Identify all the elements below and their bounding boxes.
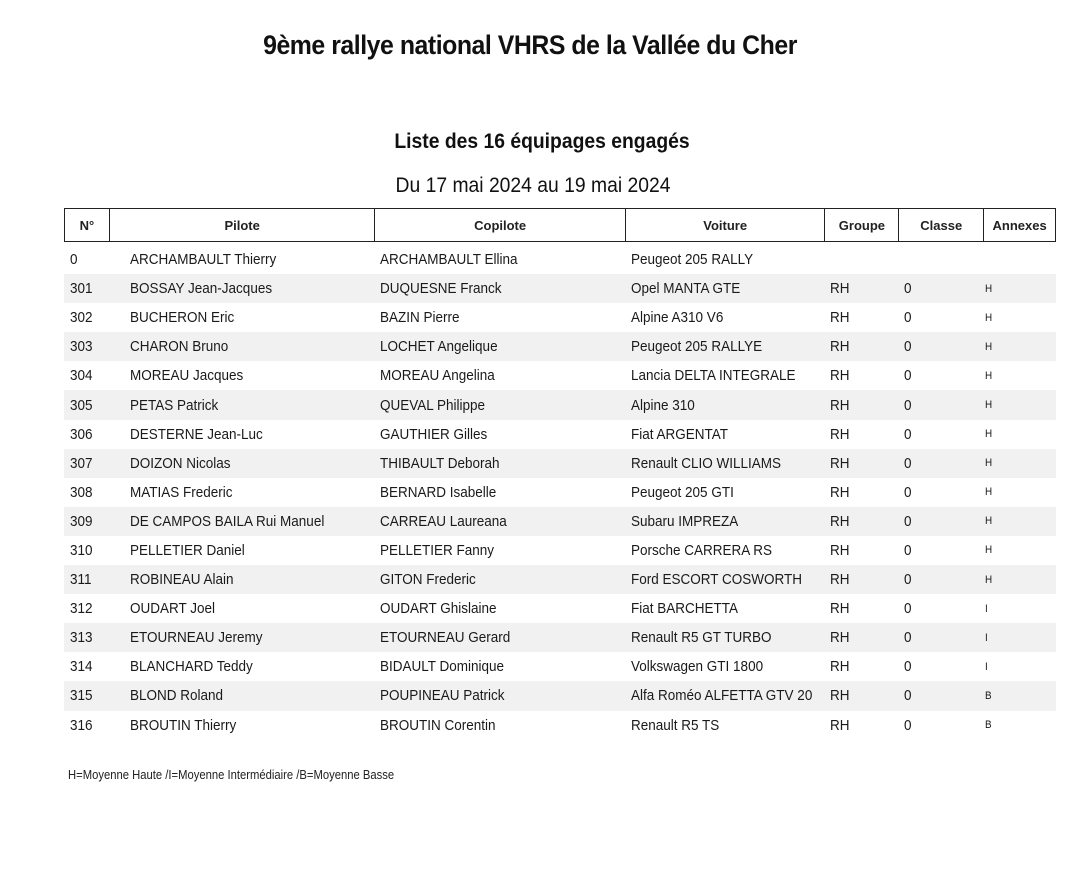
row-groupe-text: RH: [830, 425, 850, 443]
row-pilote: [109, 717, 359, 734]
header-voiture: Voiture: [626, 209, 826, 241]
row-groupe: [810, 280, 884, 297]
row-classe: [884, 280, 969, 297]
row-classe-text: 0: [904, 716, 912, 734]
row-voiture: [610, 600, 810, 617]
row-groupe: [810, 513, 884, 530]
row-groupe: [810, 542, 884, 559]
row-classe: [884, 251, 969, 268]
row-pilote-text: DE CAMPOS BAILA Rui Manuel: [130, 512, 325, 530]
row-groupe: [810, 629, 884, 646]
row-groupe: [810, 484, 884, 501]
row-voiture: [610, 484, 810, 501]
row-classe: [884, 484, 969, 501]
row-groupe: [810, 338, 884, 355]
header-classe: Classe: [899, 209, 984, 241]
row-pilote: [109, 367, 359, 384]
row-copilote: [359, 717, 610, 734]
row-copilote-text: BIDAULT Dominique: [380, 658, 505, 676]
row-copilote: [359, 251, 610, 268]
row-number: [64, 571, 109, 588]
row-annexes-text: H: [985, 544, 993, 557]
row-voiture: [610, 542, 810, 559]
row-pilote-text: BUCHERON Eric: [130, 309, 235, 327]
row-pilote-text: ARCHAMBAULT Thierry: [130, 251, 277, 269]
row-voiture-text: Subaru IMPREZA: [631, 512, 739, 530]
row-copilote-text: ARCHAMBAULT Ellina: [380, 251, 518, 269]
row-pilote-text: BLOND Roland: [130, 687, 224, 705]
row-annexes-text: H: [985, 311, 993, 324]
row-pilote: [109, 542, 359, 559]
row-classe-text: 0: [904, 367, 912, 385]
row-annexes-text: H: [985, 486, 993, 499]
row-pilote: [109, 455, 359, 472]
row-groupe: [810, 687, 884, 704]
row-copilote: [359, 484, 610, 501]
row-annexes: [969, 341, 1056, 353]
table-row: [64, 303, 1056, 332]
row-pilote-text: DESTERNE Jean-Luc: [130, 425, 263, 443]
row-groupe-text: RH: [830, 280, 850, 298]
row-number: [64, 280, 109, 297]
row-annexes-text: H: [985, 573, 993, 586]
row-classe-text: 0: [904, 512, 912, 530]
table-row: [64, 623, 1056, 652]
row-pilote-text: OUDART Joel: [130, 600, 216, 618]
row-classe: [884, 571, 969, 588]
row-classe: [884, 397, 969, 414]
header-annexes: Annexes: [992, 218, 1047, 233]
row-number-text: 313: [70, 629, 93, 647]
row-copilote: [359, 687, 610, 704]
row-pilote: [109, 397, 359, 414]
row-number: [64, 251, 109, 268]
row-voiture-text: Peugeot 205 RALLYE: [631, 338, 763, 356]
row-voiture-text: Ford ESCORT COSWORTH: [631, 571, 803, 589]
row-voiture-text: Volkswagen GTI 1800: [631, 658, 764, 676]
row-copilote: [359, 338, 610, 355]
row-pilote-text: BOSSAY Jean-Jacques: [130, 280, 273, 298]
row-classe-text: 0: [904, 600, 912, 618]
row-voiture: [610, 658, 810, 675]
header-number: N°: [65, 209, 110, 241]
row-voiture: [610, 251, 810, 268]
row-classe: [884, 426, 969, 443]
row-pilote-text: MOREAU Jacques: [130, 367, 244, 385]
row-groupe: [810, 455, 884, 472]
row-groupe: [810, 571, 884, 588]
row-voiture: [610, 397, 810, 414]
row-classe: [884, 658, 969, 675]
row-annexes: [969, 574, 1056, 586]
document-title: 9ème rallye national VHRS de la Vallée du Cher: [263, 30, 797, 60]
table-row: [64, 420, 1056, 449]
row-copilote-text: DUQUESNE Franck: [380, 280, 502, 298]
row-number-text: 306: [70, 425, 93, 443]
row-copilote-text: BERNARD Isabelle: [380, 483, 497, 501]
row-classe-text: 0: [904, 454, 912, 472]
row-groupe: [810, 397, 884, 414]
row-copilote-text: CARREAU Laureana: [380, 512, 507, 530]
row-number-text: 316: [70, 716, 93, 734]
row-copilote: [359, 367, 610, 384]
row-number: [64, 600, 109, 617]
row-groupe: [810, 717, 884, 734]
row-classe-text: 0: [904, 338, 912, 356]
row-number: [64, 542, 109, 559]
row-groupe: [810, 367, 884, 384]
row-copilote-text: BROUTIN Corentin: [380, 716, 496, 734]
row-voiture-text: Fiat ARGENTAT: [631, 425, 729, 443]
row-number: [64, 367, 109, 384]
row-number-text: 311: [70, 571, 92, 589]
row-pilote: [109, 687, 359, 704]
row-groupe: [810, 600, 884, 617]
row-annexes: [969, 603, 1056, 615]
row-copilote: [359, 542, 610, 559]
row-voiture-text: Peugeot 205 RALLY: [631, 251, 754, 269]
row-classe: [884, 455, 969, 472]
row-voiture: [610, 280, 810, 297]
row-classe-text: 0: [904, 425, 912, 443]
row-classe: [884, 629, 969, 646]
row-voiture: [610, 367, 810, 384]
row-pilote: [109, 513, 359, 530]
row-number-text: 303: [70, 338, 93, 356]
row-copilote-text: GAUTHIER Gilles: [380, 425, 488, 443]
row-voiture-text: Renault CLIO WILLIAMS: [631, 454, 782, 472]
row-classe-text: 0: [904, 658, 912, 676]
row-copilote: [359, 455, 610, 472]
row-annexes-text: B: [985, 689, 992, 702]
row-number-text: 312: [70, 600, 93, 618]
row-voiture: [610, 717, 810, 734]
row-groupe: [810, 658, 884, 675]
row-groupe: [810, 426, 884, 443]
row-pilote: [109, 484, 359, 501]
row-groupe-text: RH: [830, 658, 850, 676]
row-number-text: 302: [70, 309, 93, 327]
row-annexes: [969, 515, 1056, 527]
table-row: [64, 332, 1056, 361]
row-annexes-text: I: [985, 660, 988, 673]
row-pilote-text: CHARON Bruno: [130, 338, 229, 356]
row-pilote: [109, 658, 359, 675]
row-annexes-text: I: [985, 631, 988, 644]
row-number-text: 315: [70, 687, 93, 705]
row-voiture-text: Alpine A310 V6: [631, 309, 724, 327]
row-classe: [884, 687, 969, 704]
row-pilote: [109, 600, 359, 617]
row-classe-text: 0: [904, 687, 912, 705]
row-voiture: [610, 687, 813, 705]
table-row: [64, 478, 1056, 507]
header-copilote: Copilote: [375, 209, 626, 241]
row-annexes-text: B: [985, 719, 992, 732]
row-groupe-text: RH: [830, 687, 850, 705]
row-annexes: [969, 544, 1056, 556]
row-copilote-text: PELLETIER Fanny: [380, 541, 495, 559]
header-groupe: Groupe: [825, 209, 899, 241]
table-row: [64, 711, 1056, 740]
table-row: [64, 274, 1056, 303]
table-header: [64, 208, 1056, 242]
row-annexes-text: H: [985, 369, 993, 382]
row-voiture: [610, 513, 810, 530]
row-copilote: [359, 280, 610, 297]
row-pilote-text: MATIAS Frederic: [130, 483, 233, 501]
row-pilote: [109, 309, 359, 326]
row-voiture-text: Porsche CARRERA RS: [631, 541, 773, 559]
row-classe-text: 0: [904, 280, 912, 298]
row-number-text: 309: [70, 512, 93, 530]
row-classe-text: 0: [904, 629, 912, 647]
row-classe: [884, 513, 969, 530]
row-number: [64, 658, 109, 675]
row-pilote-text: BROUTIN Thierry: [130, 716, 237, 734]
row-voiture: [610, 338, 810, 355]
row-number-text: 307: [70, 454, 93, 472]
table-row: [64, 594, 1056, 623]
row-annexes-text: H: [985, 515, 993, 528]
row-groupe-text: RH: [830, 716, 850, 734]
row-annexes: [969, 661, 1056, 673]
row-copilote-text: LOCHET Angelique: [380, 338, 498, 356]
row-pilote-text: ETOURNEAU Jeremy: [130, 629, 263, 647]
row-voiture-text: Peugeot 205 GTI: [631, 483, 734, 501]
row-pilote: [109, 426, 359, 443]
row-pilote: [109, 338, 359, 355]
row-annexes: [969, 254, 1056, 266]
row-copilote: [359, 309, 610, 326]
row-copilote-text: OUDART Ghislaine: [380, 600, 497, 618]
row-voiture-text: Fiat BARCHETTA: [631, 600, 739, 618]
row-voiture-text: Alfa Roméo ALFETTA GTV 20: [631, 687, 813, 705]
row-classe: [884, 309, 969, 326]
row-pilote: [109, 251, 359, 268]
row-annexes: [969, 283, 1056, 295]
table-row: [64, 245, 1056, 274]
row-copilote-text: GITON Frederic: [380, 571, 476, 589]
row-classe: [884, 338, 969, 355]
row-annexes: [969, 312, 1056, 324]
row-annexes: [969, 457, 1056, 469]
row-groupe-text: RH: [830, 571, 850, 589]
row-groupe: [810, 309, 884, 326]
row-classe: [884, 717, 969, 734]
row-classe: [884, 542, 969, 559]
row-pilote: [109, 571, 359, 588]
row-number-text: 301: [70, 280, 93, 298]
row-number: [64, 309, 109, 326]
row-groupe-text: RH: [830, 396, 850, 414]
row-number-text: 0: [70, 251, 78, 269]
row-copilote: [359, 629, 610, 646]
row-copilote-text: MOREAU Angelina: [380, 367, 495, 385]
row-number-text: 308: [70, 483, 93, 501]
row-copilote-text: ETOURNEAU Gerard: [380, 629, 511, 647]
row-groupe-text: RH: [830, 541, 850, 559]
row-number: [64, 629, 109, 646]
table-row: [64, 361, 1056, 390]
row-number: [64, 484, 109, 501]
row-groupe-text: RH: [830, 367, 850, 385]
row-copilote-text: POUPINEAU Patrick: [380, 687, 505, 705]
row-annexes-text: H: [985, 282, 993, 295]
row-voiture: [610, 455, 810, 472]
row-annexes-text: H: [985, 399, 993, 412]
row-number: [64, 717, 109, 734]
row-groupe: [810, 251, 884, 268]
row-pilote-text: ROBINEAU Alain: [130, 571, 234, 589]
header-pilote: Pilote: [110, 209, 375, 241]
row-copilote: [359, 571, 610, 588]
row-annexes: [969, 370, 1056, 382]
row-classe-text: 0: [904, 571, 912, 589]
row-groupe-text: RH: [830, 454, 850, 472]
row-groupe-text: RH: [830, 338, 850, 356]
document-subtitle: Liste des 16 équipages engagés: [394, 130, 690, 153]
row-pilote-text: BLANCHARD Teddy: [130, 658, 253, 676]
row-number: [64, 513, 109, 530]
row-classe: [884, 600, 969, 617]
row-voiture-text: Renault R5 GT TURBO: [631, 629, 772, 647]
row-voiture: [610, 629, 810, 646]
row-annexes-text: H: [985, 428, 993, 441]
row-annexes: [969, 399, 1056, 411]
row-copilote: [359, 513, 610, 530]
row-annexes-text: H: [985, 457, 993, 470]
row-annexes-text: I: [985, 602, 988, 615]
row-copilote-text: BAZIN Pierre: [380, 309, 460, 327]
row-annexes: [969, 690, 1056, 702]
row-number: [64, 397, 109, 414]
row-annexes: [969, 486, 1056, 498]
row-groupe-text: RH: [830, 600, 850, 618]
row-number-text: 314: [70, 658, 93, 676]
row-number-text: 305: [70, 396, 93, 414]
legend-note: H=Moyenne Haute /I=Moyenne Intermédiaire /B=Moyenne Basse: [68, 768, 395, 782]
row-number: [64, 338, 109, 355]
row-classe: [884, 367, 969, 384]
row-number-text: 310: [70, 541, 93, 559]
table-row: [64, 449, 1056, 478]
row-voiture: [610, 426, 810, 443]
row-groupe-text: RH: [830, 309, 850, 327]
row-annexes: [969, 428, 1056, 440]
row-copilote-text: QUEVAL Philippe: [380, 396, 486, 414]
row-voiture-text: Renault R5 TS: [631, 716, 720, 734]
row-groupe-text: RH: [830, 629, 850, 647]
row-groupe-text: RH: [830, 483, 850, 501]
table-row: [64, 507, 1056, 536]
row-copilote: [359, 600, 610, 617]
row-copilote: [359, 397, 610, 414]
row-number: [64, 455, 109, 472]
row-copilote-text: THIBAULT Deborah: [380, 454, 500, 472]
row-pilote: [109, 629, 359, 646]
table-row: [64, 565, 1056, 594]
row-voiture-text: Alpine 310: [631, 396, 695, 414]
table-row: [64, 681, 1056, 710]
row-groupe-text: RH: [830, 512, 850, 530]
table-body: [64, 245, 1056, 740]
row-voiture-text: Lancia DELTA INTEGRALE: [631, 367, 796, 385]
table-row: [64, 652, 1056, 681]
row-pilote: [109, 280, 359, 297]
row-number-text: 304: [70, 367, 93, 385]
row-voiture-text: Opel MANTA GTE: [631, 280, 741, 298]
row-copilote: [359, 426, 610, 443]
row-annexes: [969, 719, 1056, 731]
row-voiture: [610, 309, 810, 326]
row-pilote-text: DOIZON Nicolas: [130, 454, 231, 472]
table-row: [64, 536, 1056, 565]
row-classe-text: 0: [904, 541, 912, 559]
row-pilote-text: PELLETIER Daniel: [130, 541, 245, 559]
row-number: [64, 426, 109, 443]
row-number: [64, 687, 109, 704]
row-annexes-text: H: [985, 340, 993, 353]
row-classe-text: 0: [904, 483, 912, 501]
table-row: [64, 390, 1056, 419]
row-voiture: [610, 571, 810, 588]
row-classe-text: 0: [904, 396, 912, 414]
row-classe-text: 0: [904, 309, 912, 327]
row-copilote: [359, 658, 610, 675]
event-dates: Du 17 mai 2024 au 19 mai 2024: [395, 174, 671, 197]
row-annexes: [969, 632, 1056, 644]
row-pilote-text: PETAS Patrick: [130, 396, 219, 414]
